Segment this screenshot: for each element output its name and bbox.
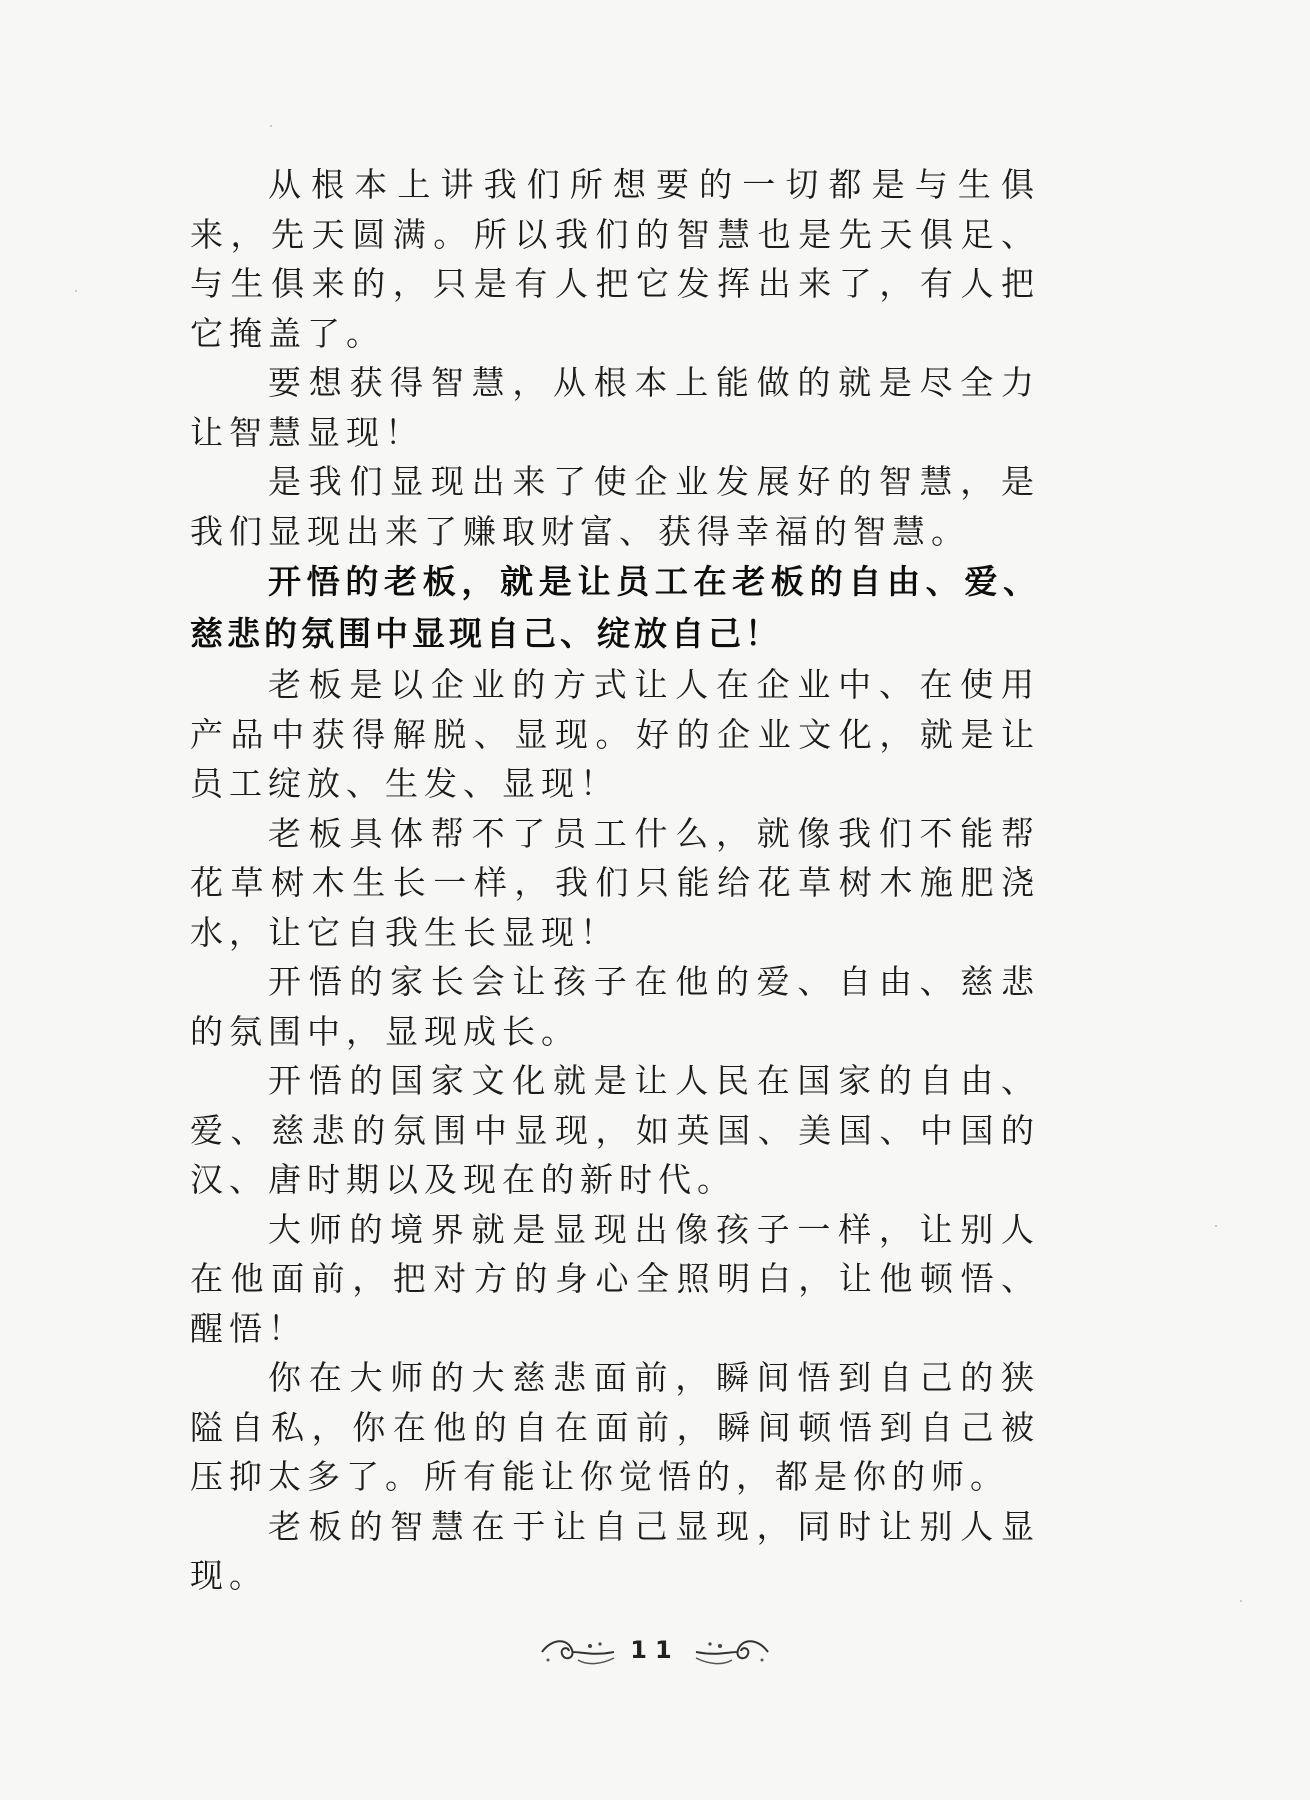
paragraph-10: 你在大师的大慈悲面前，瞬间悟到自己的狭隘自私，你在他的自在面前，瞬间顿悟到自己被压抑太多了。所有能让你觉悟的，都是你的师。: [190, 1358, 1040, 1496]
page-footer: [0, 1625, 1310, 1675]
paragraph-7: 开悟的家长会让孩子在他的爱、自由、慈悲的氛围中，显现成长。: [190, 962, 1040, 1051]
scan-speck: [270, 125, 272, 127]
paragraph-2: 要想获得智慧，从根本上能做的就是尽全力让智慧显现！: [190, 363, 1040, 452]
scroll-ornament-right-icon: [692, 1630, 772, 1670]
paragraph-1: 从根本上讲我们所想要的一切都是与生俱来，先天圆满。所以我们的智慧也是先天俱足、与生俱来的，只是有人把它发挥出来了，有人把它掩盖了。: [190, 165, 1040, 353]
page-number: 11: [630, 1636, 680, 1664]
paragraph-9: 大师的境界就是显现出像孩子一样，让别人在他面前，把对方的身心全照明白，让他顿悟、醒悟！: [190, 1209, 1040, 1348]
paragraph-3: 是我们显现出来了使企业发展好的智慧，是我们显现出来了赚取财富、获得幸福的智慧。: [190, 462, 1040, 551]
scan-speck: [1240, 1600, 1242, 1602]
footer-ornament: [538, 1630, 771, 1670]
paragraph-8: 开悟的国家文化就是让人民在国家的自由、爱、慈悲的氛围中显现，如英国、美国、中国的汉、唐时期以及现在的新时代。: [190, 1061, 1040, 1199]
paragraph-5: 老板是以企业的方式让人在企业中、在使用产品中获得解脱、显现。好的企业文化，就是让员工绽放、生发、显现！: [190, 665, 1040, 803]
paragraph-4-bold: 开悟的老板，就是让员工在老板的自由、爱、慈悲的氛围中显现自己、绽放自己！: [190, 562, 1040, 653]
scan-speck: [75, 290, 77, 292]
body-text: [190, 160, 1040, 1601]
paragraph-6: 老板具体帮不了员工什么，就像我们不能帮花草树木生长一样，我们只能给花草树木施肥浇水，让它自我生长显现！: [190, 813, 1040, 952]
paragraph-11: 老板的智慧在于让自己显现，同时让别人显现。: [190, 1506, 1040, 1595]
scroll-ornament-left-icon: [538, 1630, 618, 1670]
scan-speck: [1215, 1225, 1217, 1227]
